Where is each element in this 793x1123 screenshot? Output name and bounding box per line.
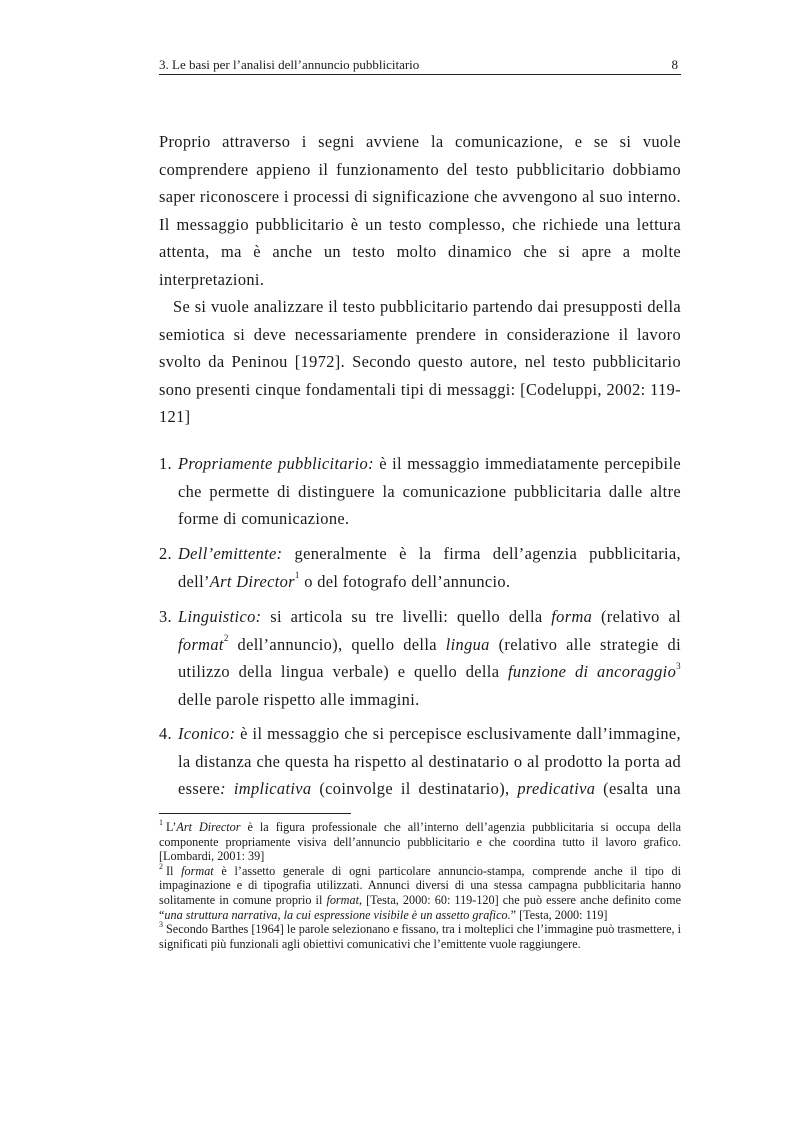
footnote-text: è la figura professionale che all’interno dell’agenzia pubblicitaria si occupa della componente propriamente visiva dell’annuncio pubblicitario e che coordina tutto il lavoro grafico. [Lombardi, 2001: 39] [159,820,682,864]
footnote-mark: 2 [159,861,163,871]
list-number: 4. [159,724,172,743]
list-item [159,540,681,595]
list-term: Dell’emittente: [178,544,283,563]
list-item-content [178,540,681,595]
list-text: (coinvolge il destinatario), [311,779,518,799]
list-number: 1. [159,454,172,473]
list-number: 2. [159,544,172,563]
list-text: generalmente è la firma dell’agenzia pubblicitaria, dell’ [178,544,681,591]
footnote-text: L’ [166,820,177,834]
footnote-separator [159,813,351,814]
list-term: Propriamente pubblicitario: [178,454,374,473]
list-item [159,603,681,713]
body-paragraph: Se si vuole analizzare il testo pubblicitario partendo dai presupposti della semiotica si deve necessariamente prendere in considerazione il lavoro svolto da Peninou [1972]. Secondo questo autore, nel testo pubblicitario sono presenti cinque fondamentali tipi di messaggi: [Codeluppi, 2002: 119-121] [159,297,681,427]
footnote-term: format [326,892,359,907]
footnote-ref: 3 [676,660,681,671]
body-paragraph: Proprio attraverso i segni avviene la comunicazione, e se si vuole comprendere appieno il funzionamento del testo pubblicitario dobbiamo saper riconoscere i processi di significazione che avvengono al suo interno. Il messaggio pubblicitario è un testo complesso, che richiede una lettura attenta, ma è anche un testo molto dinamico che si apre a molte interpretazioni. [159,132,681,289]
footnote [159,922,681,951]
footnote-text: Secondo Barthes [1964] le parole selezionano e fissano, tra i molteplici che l’immagine può trasmettere, i significati più funzionali agli obiettivi comunicativi che l’emittente vuole raggiungere. [159,922,681,951]
chapter-title: 3. Le basi per l’analisi dell’annuncio pubblicitario [159,57,420,72]
footnote-ref: 2 [223,633,229,644]
footnotes [159,817,682,951]
list-item-content [178,450,681,533]
list-term: Art Director [209,571,295,591]
footnote-quote: una struttura narrativa, la cui espressione visibile è un assetto grafico. [164,907,511,922]
list-term: predicativa [517,779,596,799]
page-number: 8 [671,57,678,72]
list-text: (relativo alle strategie di utilizzo della lingua verbale) e quello della [178,634,681,682]
list-number: 3. [159,607,172,626]
list-text: (relativo al [592,607,681,626]
list-text: delle parole rispetto alle immagini. [178,689,420,709]
list-text: (esalta una [595,779,681,799]
footnote-mark: 3 [159,920,163,930]
list-item [159,450,681,533]
list-item-content [178,720,681,803]
footnote-text: Il [166,863,182,878]
list-text: o del fotografo dell’annuncio. [299,571,511,591]
list-term: : implicativa [220,779,312,799]
list-text: è il messaggio che si percepisce esclusivamente dall’immagine, la distanza che questa ha rispetto al destinatario o al prodotto la porta ad essere [178,724,681,799]
list-term: forma [551,607,593,626]
list-term: lingua [445,634,490,654]
running-header [159,56,681,75]
footnote-mark: 1 [159,817,163,827]
list-term: Linguistico: [178,607,262,626]
footnote-text: ” [Testa, 2000: 119] [510,907,608,922]
footnote-term: format [181,863,214,878]
list-item-content [178,603,681,713]
list-term: Iconico: [178,724,236,743]
list-term: format [178,634,224,654]
footnote-term: Art Director [176,820,241,834]
list-text: si articola su tre livelli: quello della [261,607,552,626]
footnote [159,817,682,864]
footnote [159,861,681,922]
footnote-ref: 1 [294,570,300,581]
list-text: è il messaggio immediatamente percepibile che permette di distinguere la comunicazione pubblicitaria dalle altre forme di comunicazione. [178,454,681,529]
list-item [159,720,681,803]
list-term: funzione di ancoraggio [507,662,677,682]
list-text: dell’annuncio), quello della [228,634,446,654]
footnote-text: , [Testa, 2000: 60: 119-120] che può essere anche definito come “ [159,892,681,922]
footnote-text: è l’assetto generale di ogni particolare annuncio-stampa, comprende anche il tipo di impaginazione e di tipografia utilizzati. Annunci diversi di una stessa campagna pubblicitaria hanno solitamente in comune proprio il [159,863,681,907]
